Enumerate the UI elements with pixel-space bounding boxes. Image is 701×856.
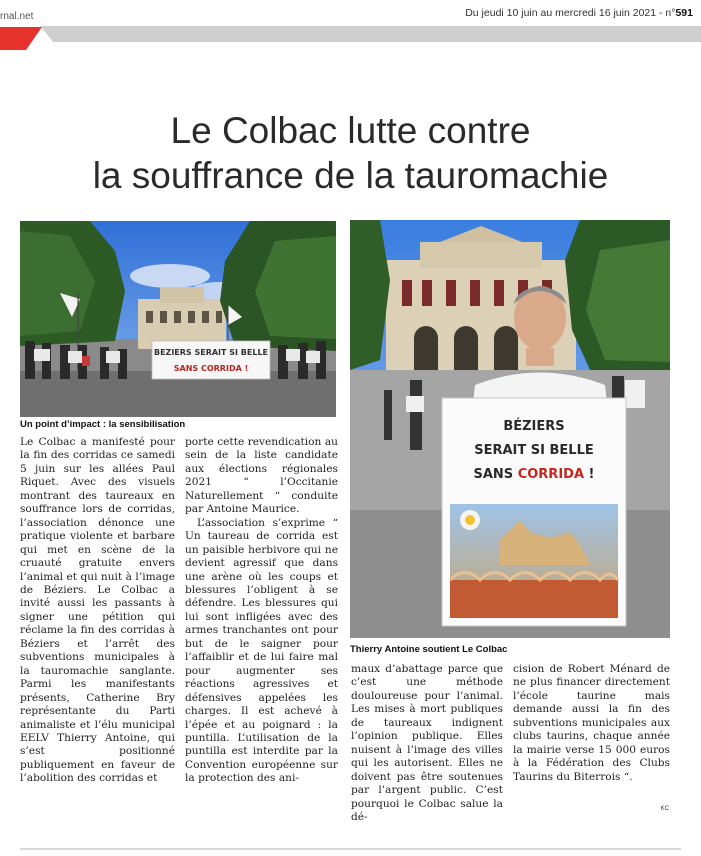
header-red-tab [0, 27, 42, 50]
issue-number: 591 [675, 7, 693, 19]
sign-text-2: SERAIT SI BELLE [474, 443, 594, 458]
column-1-text: Le Colbac a manifesté pour la fin des corridas ce samedi 5 juin sur les allées Paul Riquet. Avec des visuels montrant des taureaux en souffrance lors de corridas, l’association dénonce une pratique violente et barbare qui met en scène de la cruauté gratuite envers l’animal et qui nuit à l’image de Béziers. Le Colbac a invité aussi les passants à signer une pétition qui réclame la fin des corridas à Béziers et l’arrêt des subventions municipales à la tauromachie sanglante. Parmi les manifestants présents, Catherine Bry représentante du Parti animaliste et l’élu municipal EELV Thierry Antoine, qui s’est positionné publiquement en faveur de l’abolition des corridas et [20, 436, 175, 785]
column-2-paragraph-2: L’association s’exprime “ Un taureau de corrida est un paisible herbivore qui ne devient agressif que dans une arène où les coups et blessures l’obligent à se défendre. Les blessures qui lui sont infligées avec des armes tranchantes ont pour but de le saigner pour l’affaiblir et de lui faire mal pour augmenter ses réactions agressives et défensives appelées les charges. Il est achevé à l’épée et au poignard : la puntilla. L’utilisation de la puntilla est interdite par la Convention européenne sur la protection des ani- [185, 516, 338, 785]
banner-text-1: BEZIERS SERAIT SI BELLE [153, 348, 269, 357]
column-4-text: cision de Robert Ménard de ne plus financer directement l’école taurine mais demande aussi la fin des subventions municipales aux clubs taurins, chaque année la mairie verse 15 000 euros à la Fédération des Clubs Taurins du Biterrois “. [513, 663, 670, 783]
article-column-2 [185, 436, 338, 786]
article-column-4 [513, 663, 670, 784]
issue-date: Du jeudi 10 juin au mercredi 16 juin 2021 - n° [465, 7, 676, 19]
article-headline [0, 108, 701, 198]
photo-caption-1: Un point d’impact : la sensibilisation [20, 419, 186, 430]
photo-demonstration [20, 221, 336, 417]
svg-text:SANS CORRIDA ! [474, 467, 595, 482]
article-column-1 [20, 436, 175, 786]
headline-line-2: la souffrance de la tauromachie [92, 155, 609, 196]
author-signature: KC [660, 806, 669, 812]
sign-text-3b: CORRIDA [517, 467, 585, 482]
banner-text-2: SANS CORRIDA ! [173, 364, 249, 373]
page-footer-rule [20, 848, 681, 850]
photo-thierry-antoine [350, 220, 670, 638]
sign-text-3c: ! [584, 467, 595, 482]
headline-line-1: Le Colbac lutte contre [170, 110, 531, 151]
header-grey-band [40, 26, 701, 42]
site-name-fragment: rnal.net [0, 11, 34, 22]
page-header [0, 0, 701, 50]
issue-dateline [465, 7, 693, 19]
sign-text-1: BÉZIERS [503, 419, 565, 434]
column-2-paragraph-1: porte cette revendication au sein de la liste candidate aux élections régionales 2021 “ l’Occitanie Naturellement “ conduite par Antoine Maurice. [185, 436, 338, 516]
photo-caption-2: Thierry Antoine soutient Le Colbac [350, 644, 508, 655]
sign-text-3a: SANS [473, 467, 518, 482]
article-column-3 [351, 663, 503, 824]
column-3-text: maux d’abattage parce que c’est une méthode douloureuse pour l’animal. Les mises à mort publiques de taureaux indignent l’opinion publique. Elles nuisent à l’image des villes qui les autorisent. Elles ne doivent pas être soutenues par l’argent public. C’est pourquoi le Colbac salue la dé- [351, 663, 503, 823]
